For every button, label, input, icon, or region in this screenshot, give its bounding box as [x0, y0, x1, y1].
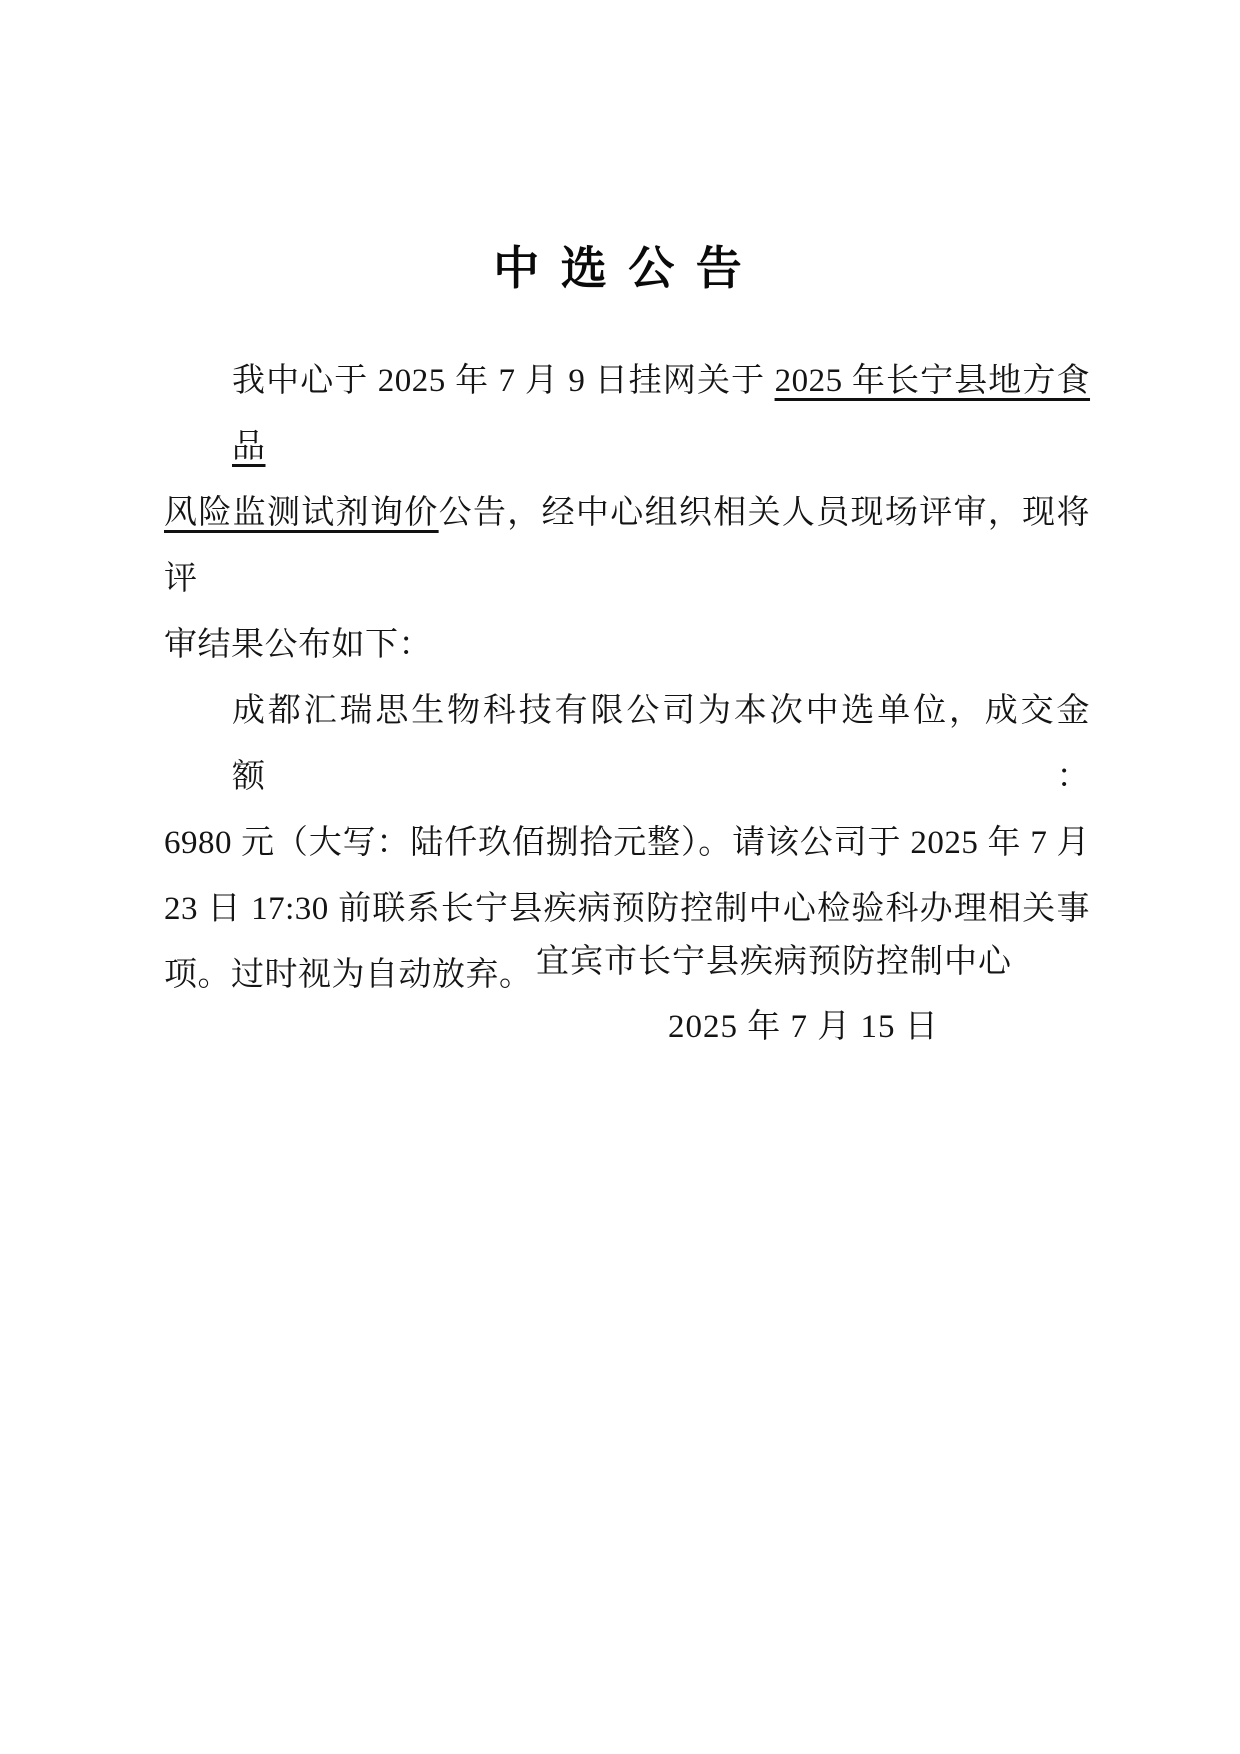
paragraph2-line1: 成都汇瑞思生物科技有限公司为本次中选单位，成交金额：: [232, 693, 1090, 795]
document-body: [164, 348, 1090, 1008]
paragraph1-line2-normal: 公告，经中心组织相关人员现场评审，现将评: [164, 495, 1091, 597]
paragraph1-line1-underlined-text: 2025 年长宁县地方食品: [232, 363, 1091, 465]
paragraph1-line2-underlined-text: 风险监测试剂询价: [164, 495, 439, 531]
paragraph2-line2: 6980 元（大写：陆仟玖佰捌拾元整）。请该公司于 2025 年 7 月: [164, 825, 1090, 861]
paragraph1-line2: [164, 480, 1090, 612]
paragraph1-line1-normal: 我中心于 2025 年 7 月 9 日挂网关于: [232, 363, 775, 399]
paragraph2-line4: 项。过时视为自动放弃。: [164, 957, 533, 993]
paragraph1-line1: [164, 348, 1090, 480]
paragraph2-line3: 23 日 17:30 前联系长宁县疾病预防控制中心检验科办理相关事: [164, 891, 1090, 927]
paragraph1-line3: 审结果公布如下：: [164, 627, 432, 663]
signature-date: 2025 年 7 月 15 日: [668, 1009, 939, 1045]
signature-organization: 宜宾市长宁县疾病预防控制中心: [536, 944, 1012, 980]
document-title: 中 选 公 告: [493, 243, 747, 294]
